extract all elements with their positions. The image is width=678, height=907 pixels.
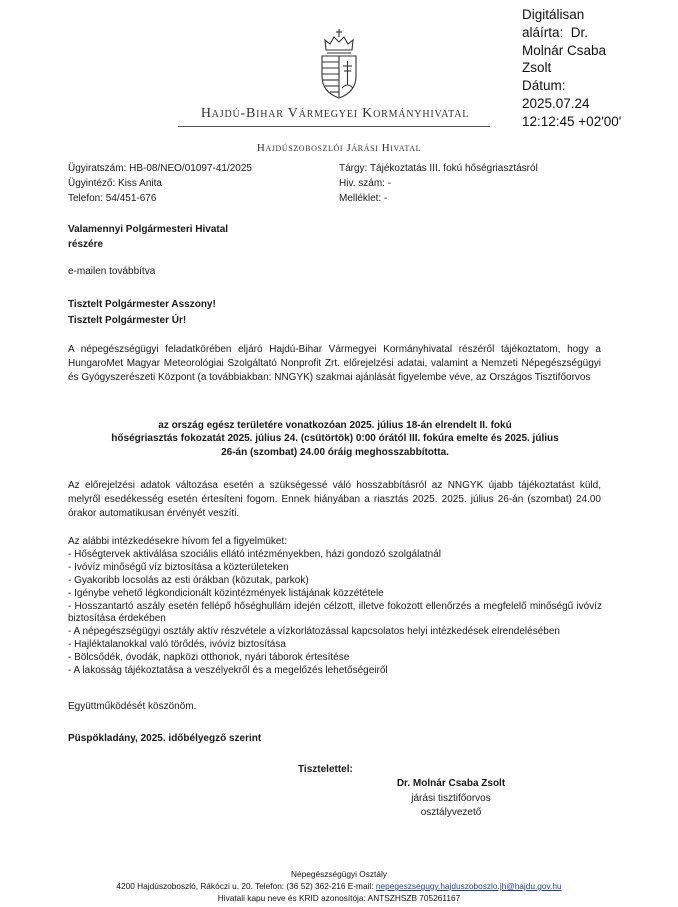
coat-of-arms-icon <box>316 28 362 100</box>
page-footer <box>0 868 678 904</box>
list-item: - Igénybe vehető légkondicionált közintézmények listájának közzététele <box>68 587 384 599</box>
list-item: - A lakosság tájékoztatása a veszélyekről és a megelőzés lehetőségeiről <box>68 665 388 677</box>
list-item: - Gyakoribb locsolás az esti órákban (közutak, parkok) <box>68 574 309 586</box>
announcement-line: 26-án (szombat) 24.00 óráig meghosszabbította. <box>221 446 449 458</box>
recipient-line: részére <box>68 239 104 250</box>
list-item: - Hőségtervek aktiválása szociális ellátó intézményekben, házi gondozó szolgálatnál <box>68 548 441 560</box>
office-name: Hajdúszoboszlói Járási Hivatal <box>256 142 422 154</box>
recipient-line: Valamennyi Polgármesteri Hivatal <box>68 224 229 235</box>
salutation-line: Tisztelt Polgármester Úr! <box>68 315 187 326</box>
signature-line: 2025.07.24 <box>522 95 590 111</box>
authority-name: Hajdú-Bihar Vármegyei Kormányhivatal <box>200 106 470 121</box>
footer-address: 4200 Hajdúszoboszló, Rákóczi u. 20. Telefon: (36 52) 362-216 E-mail: <box>116 881 376 891</box>
footer-address-line <box>0 880 678 892</box>
place-date: Püspökladány, 2025. időbélyegző szerint <box>68 733 262 744</box>
announcement-line: az ország egész területére vonatkozóan 2025. július 18-án elrendelt II. fokú <box>158 420 512 431</box>
phone: Telefon: 54/451-676 <box>68 193 157 204</box>
footer-krid: Hivatali kapu neve és KRID azonosítója: ANTSZHSZB 705261167 <box>217 893 461 903</box>
signature-line: Zsolt <box>522 60 552 76</box>
signature-line: Molnár Csaba <box>522 42 607 58</box>
announcement-line: hőségriasztás fokozatát 2025. július 24. (csütörtök) 0:00 órától III. fokúra emelte és 2025. július <box>111 433 559 445</box>
signer-title: járási tisztifőorvos <box>411 792 491 804</box>
handler: Ügyintéző: Kiss Anita <box>68 178 162 189</box>
salutation <box>68 297 216 329</box>
signer-title: osztályvezető <box>420 807 482 819</box>
header-divider <box>178 126 490 127</box>
announcement <box>68 419 602 459</box>
case-number: Ügyiratszám: HB-08/NEO/01097-41/2025 <box>68 163 252 174</box>
case-meta-right <box>339 161 538 206</box>
signer-block <box>378 777 524 821</box>
footer-department: Népegészségügyi Osztály <box>291 869 387 879</box>
reference-number: Hiv. szám: - <box>339 178 392 189</box>
list-item: - Ivóvíz minőségű víz biztosítása a közterületeken <box>68 561 289 573</box>
signature-line: Digitálisan <box>522 7 585 22</box>
signer-name: Dr. Molnár Csaba Zsolt <box>396 778 506 789</box>
attachment: Melléklet: - <box>339 193 388 204</box>
recipient <box>68 222 228 252</box>
delivery-note: e-mailen továbbítva <box>68 266 156 277</box>
list-item: - A népegészségügyi osztály aktív részvétele a vízkorlátozással kapcsolatos helyi intézkedések elrendelésében <box>68 626 560 638</box>
measures-intro: Az alábbi intézkedésekre hívom fel a figyelmüket: <box>68 536 287 547</box>
signature-line: aláírta: Dr. <box>522 24 589 40</box>
case-meta-left <box>68 161 252 206</box>
subject: Tárgy: Tájékoztatás III. fokú hőségriasztásról <box>339 163 538 174</box>
list-item: - Hajléktalanokkal való törődés, ivóvíz biztosítása <box>68 639 286 651</box>
body-paragraph: A népegészségügyi feladatkörében eljáró Hajdú-Bihar Vármegyei Kormányhivatal részéről tájékoztatom, hogy a HungaroMet Magyar Meteorológiai Szolgáltató Nonprofit Zrt. előrejelzési adatai, valamint a Nemzeti Népegészségügyi és Gyógyszerészeti Központ (a továbbiakban: NNGYK) szakmai ajánlását figyelembe véve, az Országos Tisztifőorvos <box>68 344 601 384</box>
closing-regards: Tisztelettel: <box>298 764 353 775</box>
signature-line: Dátum: <box>522 78 566 94</box>
thanks-line: Együttműködését köszönöm. <box>68 701 197 712</box>
body-paragraph: Az előrejelzési adatok változása esetén a szükségessé váló hosszabbításról az NNGYK újabb tájékoztatást küld, melyről esedékesség esetén értesíteni fogom. Ennek hiányában a riasztás 2025. 2025. július 26-án (szombat) 24.00 órakor automatikusan érvényét veszíti. <box>68 480 601 520</box>
signature-line: 12:12:45 +02'00' <box>522 113 622 129</box>
measures-list <box>68 536 602 678</box>
footer-email-link[interactable]: nepegeszsegugy.hajduszoboszlo.jh@hajdu.gov.hu <box>375 881 562 891</box>
salutation-line: Tisztelt Polgármester Asszony! <box>68 299 216 310</box>
list-item: - Bölcsődék, óvodák, napközi otthonok, nyári táborok értesítése <box>68 652 350 664</box>
list-item: - Hosszantartó aszály esetén fellépő hőséghullám idején célzott, illetve fokozott ellenőrzés a megfelelő minőségű ivóvíz biztosítása érdekében <box>68 600 602 625</box>
